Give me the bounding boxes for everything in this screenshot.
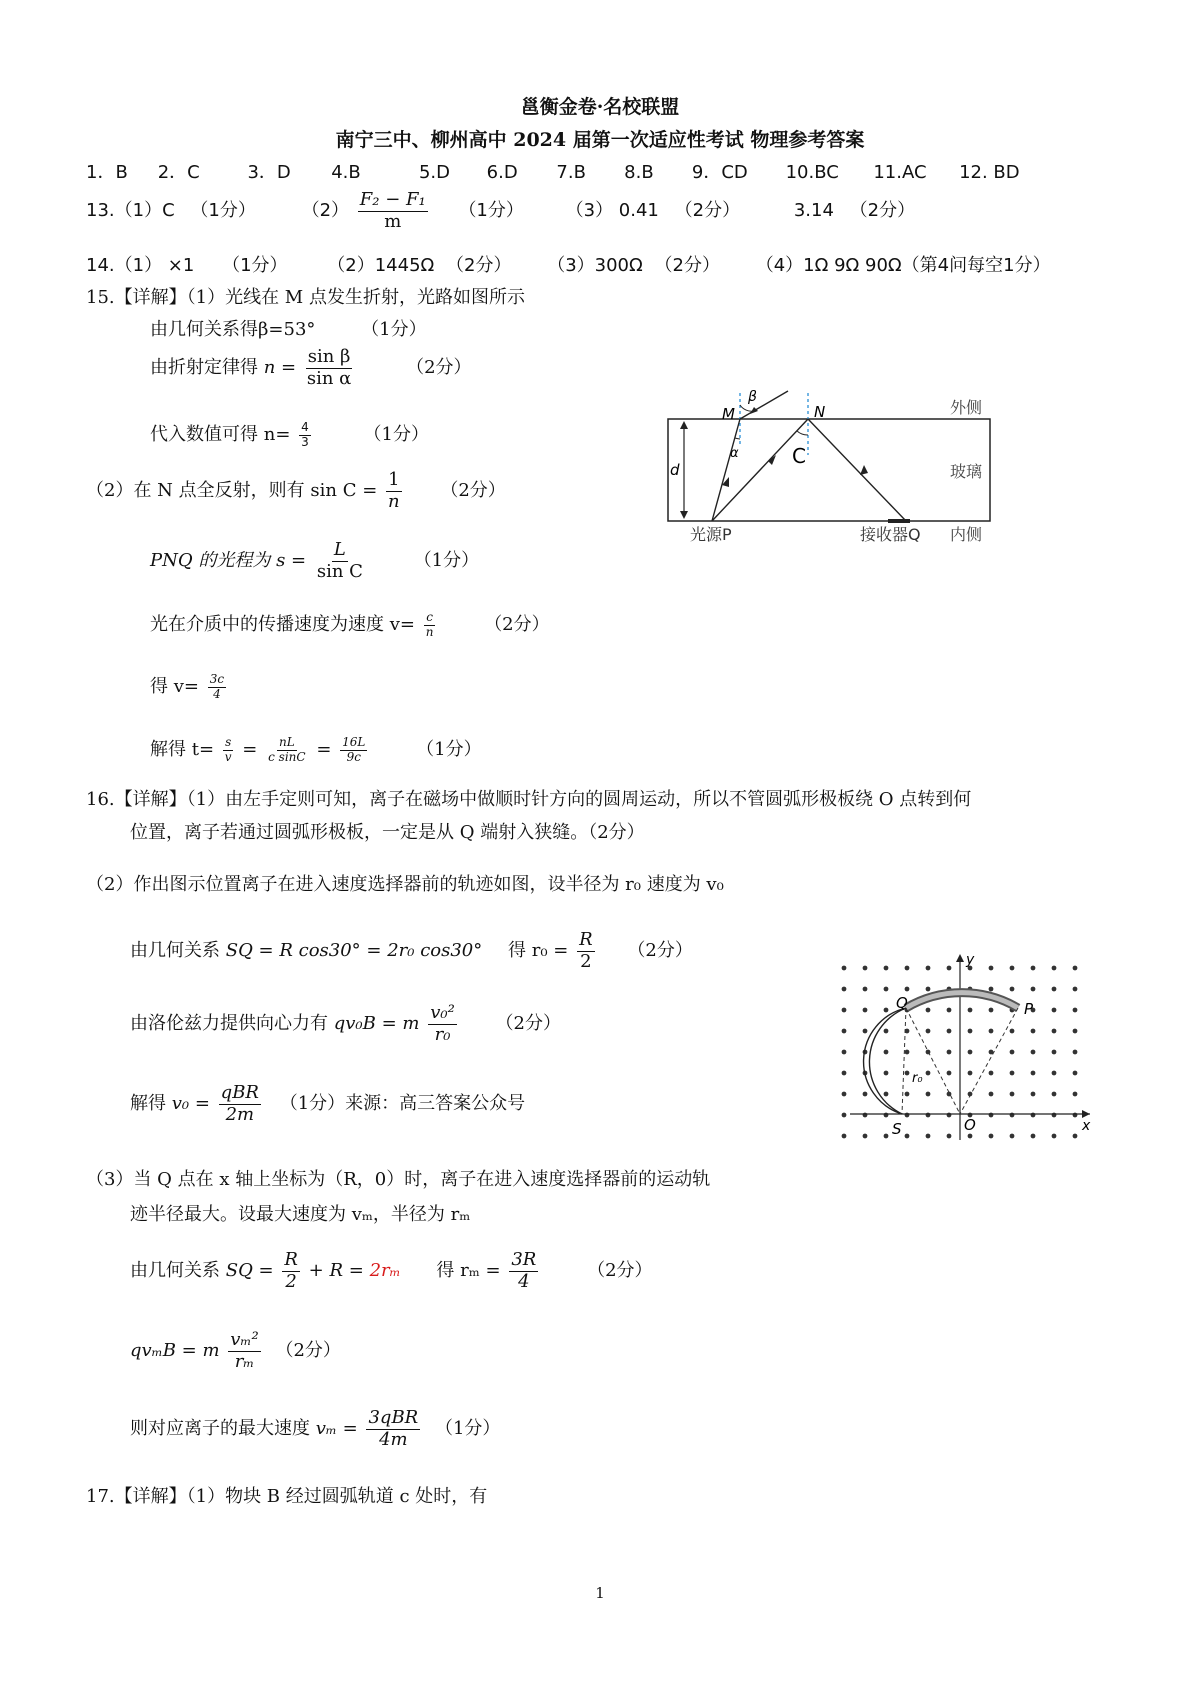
q16-l3-den: 2m xyxy=(225,1103,255,1125)
field-dot xyxy=(947,1008,952,1013)
mc-answer: 7.B xyxy=(556,162,586,183)
q15-l8-eq1: = xyxy=(242,739,258,760)
label-N: N xyxy=(814,403,826,421)
field-dot xyxy=(884,1092,889,1097)
q16-p1a: 16.【详解】（1）由左手定则可知，离子在磁场中做顺时针方向的圆周运动，所以不管圆弧形极板绕 O 点转到何 xyxy=(86,789,972,810)
mc-answer: 1．B xyxy=(86,162,128,183)
q13-frac-den: m xyxy=(384,210,402,232)
label-glass: 玻璃 xyxy=(950,462,983,481)
mc-answer: 9．CD xyxy=(691,162,748,183)
q16-p1b: 位置，离子若通过圆弧形极板，一定是从 Q 端射入狭缝。（2分） xyxy=(130,822,645,843)
field-dot xyxy=(884,966,889,971)
field-dot xyxy=(1031,966,1036,971)
q15-line1 xyxy=(150,315,427,341)
q14-line xyxy=(86,251,1051,277)
field-dot xyxy=(968,1008,973,1013)
q16-l2-score: （2分） xyxy=(495,1013,561,1035)
dashed-Q-O xyxy=(906,1008,960,1114)
q16-l4-get: 得 rₘ = xyxy=(436,1260,501,1282)
field-dot xyxy=(926,1071,931,1076)
q16-l2-num: v₀² xyxy=(430,1002,455,1023)
field-dot xyxy=(1010,1092,1015,1097)
q16-line6 xyxy=(130,1408,500,1450)
field-dot xyxy=(1052,966,1057,971)
field-dot xyxy=(1073,1134,1078,1139)
label-d: d xyxy=(670,461,680,479)
field-dot xyxy=(947,1113,952,1118)
field-dot xyxy=(1073,1050,1078,1055)
field-dot xyxy=(884,987,889,992)
q13-part2-score: （1分） xyxy=(458,200,524,222)
label-S: S xyxy=(892,1120,902,1138)
q15-l6-prefix: 光在介质中的传播速度为速度 v= xyxy=(150,614,415,635)
q13-part3: （3） 0.41 xyxy=(565,200,659,222)
label-receiver: 接收器Q xyxy=(860,525,921,544)
mc-answer: 4.B xyxy=(331,162,361,183)
mc-answer: 5.D xyxy=(418,162,450,183)
field-dot xyxy=(1010,987,1015,992)
q16-l4-den2: 4 xyxy=(518,1270,530,1292)
label-beta: β xyxy=(748,389,757,405)
field-dot xyxy=(989,1113,994,1118)
field-dot xyxy=(842,1134,847,1139)
q15-l5-score: （1分） xyxy=(413,550,480,572)
field-dot xyxy=(905,1134,910,1139)
q15-l5-den: sin C xyxy=(316,560,363,582)
q16-l2-lhs: qv₀B = m xyxy=(333,1013,420,1035)
field-dot xyxy=(947,1134,952,1139)
ray-N-Q xyxy=(808,419,906,521)
q16-l4-score: （2分） xyxy=(587,1260,653,1282)
field-dot xyxy=(947,1050,952,1055)
field-dot xyxy=(863,1113,868,1118)
q15-l7-prefix: 得 v= xyxy=(150,676,199,697)
mc-answer: 12. BD xyxy=(959,162,1020,183)
q16-l4-prefix: 由几何关系 xyxy=(130,1260,220,1282)
label-O: O xyxy=(964,1116,976,1134)
field-dot xyxy=(905,966,910,971)
field-dot xyxy=(1073,966,1078,971)
q15-l5-num: L xyxy=(333,539,346,560)
field-dot xyxy=(1052,1050,1057,1055)
field-dot xyxy=(842,1092,847,1097)
angle-C-arc xyxy=(797,431,808,435)
field-dot xyxy=(1073,1113,1078,1118)
field-dot xyxy=(989,987,994,992)
field-dot xyxy=(1010,1050,1015,1055)
field-dot xyxy=(1010,1071,1015,1076)
dashed-Q-S xyxy=(902,1008,906,1114)
q13-frac-num: F₂ − F₁ xyxy=(359,189,426,210)
field-dot xyxy=(1031,1092,1036,1097)
q15-l8-d3: 9c xyxy=(346,749,361,764)
field-dot xyxy=(842,1008,847,1013)
q15-l3-num: 4 xyxy=(301,419,309,434)
q16-l6-num: 3qBR xyxy=(368,1407,419,1428)
field-dot xyxy=(989,966,994,971)
q16-l2-den: r₀ xyxy=(434,1023,451,1045)
field-dot xyxy=(905,1113,910,1118)
q14-part4: （4）1Ω 9Ω 90Ω（第4问每空1分） xyxy=(755,255,1051,276)
q13-part1-score: （1分） xyxy=(190,200,256,222)
q13-part2: （2） xyxy=(301,200,350,222)
q15-l3-prefix: 代入数值可得 n= xyxy=(150,424,291,445)
q16-line2 xyxy=(130,1003,561,1045)
q15-l8-n2: nL xyxy=(279,734,295,749)
field-dot xyxy=(884,1071,889,1076)
field-dot xyxy=(1052,987,1057,992)
field-dot xyxy=(863,1134,868,1139)
mc-answer: 6.D xyxy=(486,162,518,183)
q16-p3b: 迹半径最大。设最大速度为 vₘ，半径为 rₘ xyxy=(130,1204,471,1225)
field-dot xyxy=(1010,1113,1015,1118)
y-axis-arrow xyxy=(956,954,964,962)
q16-l4-num2: 3R xyxy=(511,1249,537,1270)
q15-l6-den: n xyxy=(425,624,434,639)
q16-l6-lhs: vₘ = xyxy=(315,1418,358,1440)
field-dot xyxy=(926,1134,931,1139)
field-dot xyxy=(863,1008,868,1013)
field-dot xyxy=(947,1071,952,1076)
q16-l1-score: （2分） xyxy=(627,940,693,962)
label-outer: 外侧 xyxy=(950,398,983,417)
field-dot xyxy=(905,1092,910,1097)
q15-l2-score: （2分） xyxy=(406,357,472,379)
q15-l6-score: （2分） xyxy=(484,614,550,635)
field-dot xyxy=(1010,966,1015,971)
q16-l4-lhs: SQ = xyxy=(225,1260,274,1282)
q14-part2-score: （2分） xyxy=(446,255,512,276)
field-dot xyxy=(863,987,868,992)
field-dot xyxy=(842,1071,847,1076)
q15-l8-score: （1分） xyxy=(416,739,482,760)
q15-l8-n3: 16L xyxy=(342,734,366,749)
field-dot xyxy=(968,1029,973,1034)
q15-l8-n1: s xyxy=(225,734,232,749)
q16-l5-score: （2分） xyxy=(275,1340,341,1362)
q16-l1-get: 得 r₀ = xyxy=(508,940,569,962)
field-dot xyxy=(863,966,868,971)
field-dot xyxy=(842,1050,847,1055)
field-dot xyxy=(905,1050,910,1055)
field-dot xyxy=(1010,1134,1015,1139)
field-dot xyxy=(947,1029,952,1034)
q16-l4-mid: + R = xyxy=(308,1260,364,1282)
field-dot xyxy=(926,1092,931,1097)
field-dot xyxy=(884,1050,889,1055)
q15-line6 xyxy=(150,610,550,639)
magnetic-field-diagram xyxy=(830,950,1100,1150)
q15-l5-prefix: PNQ 的光程为 xyxy=(150,550,271,572)
q14-part3-score: （2分） xyxy=(654,255,720,276)
label-Q: Q xyxy=(896,994,908,1012)
field-dot xyxy=(842,1113,847,1118)
q15-l3-den: 3 xyxy=(301,434,309,449)
q16-l6-den: 4m xyxy=(379,1428,408,1450)
field-dot xyxy=(926,1008,931,1013)
q16-l6-prefix: 则对应离子的最大速度 xyxy=(130,1418,310,1440)
field-dot xyxy=(1031,1071,1036,1076)
field-dot xyxy=(968,1050,973,1055)
field-dot xyxy=(926,987,931,992)
field-dot xyxy=(1031,1113,1036,1118)
q13-part4-score: （2分） xyxy=(849,200,916,222)
q15-line4 xyxy=(86,470,506,512)
q16-p3a: （3）当 Q 点在 x 轴上坐标为（R，0）时，离子在进入速度选择器前的运动轨 xyxy=(86,1169,711,1190)
q16-l3-num: qBR xyxy=(220,1082,259,1103)
field-dot xyxy=(989,1134,994,1139)
q15-l5-lhs: s = xyxy=(276,550,307,572)
q15-l2-lhs: n = xyxy=(263,357,297,379)
q16-l4-red: 2rₘ xyxy=(369,1260,401,1282)
q17-intro: 17.【详解】（1）物块 B 经过圆弧轨道 c 处时，有 xyxy=(86,1486,488,1507)
q16-l4-den: 2 xyxy=(285,1270,297,1292)
field-dot xyxy=(1073,1071,1078,1076)
q15-line5 xyxy=(150,540,479,582)
field-dot xyxy=(1073,1092,1078,1097)
d-arrow-top xyxy=(680,421,688,429)
field-dot xyxy=(1031,1134,1036,1139)
arc-plate-inner xyxy=(906,993,1018,1008)
label-M: M xyxy=(722,405,735,423)
q15-l4-num: 1 xyxy=(388,469,400,490)
q16-line5 xyxy=(130,1330,341,1372)
field-dot xyxy=(926,1029,931,1034)
page-number: 1 xyxy=(595,1584,605,1602)
mc-answer: 3．D xyxy=(247,162,291,183)
mc-answers xyxy=(86,158,1020,184)
label-inner: 内侧 xyxy=(950,525,983,544)
q13-part4: 3.14 xyxy=(793,200,834,222)
field-dot xyxy=(905,1071,910,1076)
field-dot xyxy=(905,987,910,992)
field-dot xyxy=(1031,987,1036,992)
q15-line2 xyxy=(150,347,472,389)
q14-part2: （2）1445Ω xyxy=(327,255,435,276)
q16-l5-den: rₘ xyxy=(234,1350,255,1372)
field-dot xyxy=(884,1134,889,1139)
header-subtitle: 南宁三中、柳州高中 2024 届第一次适应性考试 物理参考答案 xyxy=(335,129,865,151)
field-dot xyxy=(863,1092,868,1097)
q16-l1-num: R xyxy=(579,929,593,950)
q15-l6-num: c xyxy=(426,609,433,624)
ion-trajectory xyxy=(869,1008,906,1114)
field-dot xyxy=(1010,1029,1015,1034)
q16-l3-prefix: 解得 xyxy=(130,1093,166,1115)
header-title: 邕衡金卷·名校联盟 xyxy=(520,96,680,118)
field-dot xyxy=(989,1008,994,1013)
q14-part1: 14.（1） ×1 xyxy=(86,255,195,276)
q14-part1-score: （1分） xyxy=(222,255,288,276)
q16-l6-score: （1分） xyxy=(434,1418,501,1440)
q15-l2-prefix: 由折射定律得 xyxy=(150,357,258,379)
field-dot xyxy=(947,966,952,971)
q16-l2-prefix: 由洛伦兹力提供向心力有 xyxy=(130,1013,328,1035)
mc-answer: 2．C xyxy=(157,162,200,183)
angle-alpha-arc xyxy=(735,438,740,439)
q16-l1-prefix: 由几何关系 xyxy=(130,940,220,962)
q16-line4 xyxy=(130,1250,653,1292)
q15-l8-d2: c sinC xyxy=(268,749,306,764)
q16-l3-lhs: v₀ = xyxy=(171,1093,210,1115)
field-dot xyxy=(884,1113,889,1118)
q15-intro: 15.【详解】（1）光线在 M 点发生折射，光路如图所示 xyxy=(86,287,525,308)
q16-l1-den: 2 xyxy=(580,950,592,972)
field-dot xyxy=(926,1113,931,1118)
label-source: 光源P xyxy=(690,525,732,544)
q16-line3 xyxy=(130,1083,525,1125)
label-P: P xyxy=(1024,1000,1034,1018)
q15-l2-num: sin β xyxy=(307,346,351,367)
mc-answer: 11.AC xyxy=(873,162,927,183)
receiver-bar xyxy=(888,519,910,523)
q16-l1-eq: SQ = R cos30° = 2r₀ cos30° xyxy=(225,940,483,962)
field-dot xyxy=(1073,1008,1078,1013)
angle-beta-arc xyxy=(740,405,754,411)
q15-l4-den: n xyxy=(388,490,400,512)
mc-answer: 8.B xyxy=(624,162,654,183)
q16-l5-lhs: qvₘB = m xyxy=(130,1340,220,1362)
q15-l8-prefix: 解得 t= xyxy=(150,739,215,760)
field-dot xyxy=(989,1029,994,1034)
q15-l2-den: sin α xyxy=(306,367,352,389)
field-dot xyxy=(842,966,847,971)
q13-line xyxy=(86,190,915,232)
d-arrow-bottom xyxy=(680,511,688,519)
q15-line3 xyxy=(150,420,429,449)
field-dot xyxy=(884,1008,889,1013)
field-dot xyxy=(989,1092,994,1097)
field-dot xyxy=(1052,1071,1057,1076)
q16-l4-num: R xyxy=(284,1249,298,1270)
q16-l5-num: vₘ² xyxy=(230,1329,259,1350)
q15-l3-score: （1分） xyxy=(363,424,429,445)
field-dot xyxy=(842,1029,847,1034)
q15-line8 xyxy=(150,735,482,764)
q13-part3-score: （2分） xyxy=(674,200,741,222)
field-dot xyxy=(1052,1092,1057,1097)
q16-p2: （2）作出图示位置离子在进入速度选择器前的轨迹如图，设半径为 r₀ 速度为 v₀ xyxy=(86,874,724,895)
field-dot xyxy=(1052,1134,1057,1139)
field-dot xyxy=(1031,1050,1036,1055)
field-dot xyxy=(1052,1008,1057,1013)
mc-answer: 10.BC xyxy=(785,162,839,183)
field-dot xyxy=(968,1134,973,1139)
q16-line1 xyxy=(130,930,693,972)
q16-l3-score: （1分）来源：高三答案公众号 xyxy=(279,1093,526,1115)
label-C: C xyxy=(792,444,806,468)
field-dot xyxy=(863,1029,868,1034)
q15-l1-score: （1分） xyxy=(361,319,427,340)
label-x: x xyxy=(1082,1118,1091,1134)
field-dot xyxy=(1052,1113,1057,1118)
q15-l8-d1: v xyxy=(224,749,232,764)
x-axis-arrow xyxy=(1082,1110,1090,1118)
field-dot xyxy=(1052,1029,1057,1034)
incident-arrow xyxy=(750,407,758,414)
field-dot xyxy=(926,966,931,971)
q13-part1: 13.（1）C xyxy=(86,200,175,222)
field-dot xyxy=(1031,1029,1036,1034)
q15-l8-eq2: = xyxy=(316,739,332,760)
refraction-diagram xyxy=(650,385,1030,545)
q15-l7-den: 4 xyxy=(213,686,221,701)
field-dot xyxy=(989,1071,994,1076)
field-dot xyxy=(842,987,847,992)
q15-l1-text: 由几何关系得β=53° xyxy=(150,319,316,340)
label-r0: r₀ xyxy=(912,1071,923,1086)
label-y: y xyxy=(966,952,975,968)
q15-l4-prefix: （2）在 N 点全反射，则有 xyxy=(86,480,305,502)
dashed-P-O xyxy=(960,1008,1018,1114)
field-dot xyxy=(1073,987,1078,992)
field-dot xyxy=(1073,1029,1078,1034)
q15-l4-lhs: sin C = xyxy=(310,480,378,502)
field-dot xyxy=(884,1029,889,1034)
q15-l7-num: 3c xyxy=(209,671,225,686)
field-dot xyxy=(968,1071,973,1076)
q14-part3: （3）300Ω xyxy=(547,255,643,276)
label-alpha: α xyxy=(730,446,739,461)
q15-line7 xyxy=(150,672,229,701)
ray-N-Q-arrow xyxy=(860,465,868,475)
q15-l4-score: （2分） xyxy=(440,480,506,502)
